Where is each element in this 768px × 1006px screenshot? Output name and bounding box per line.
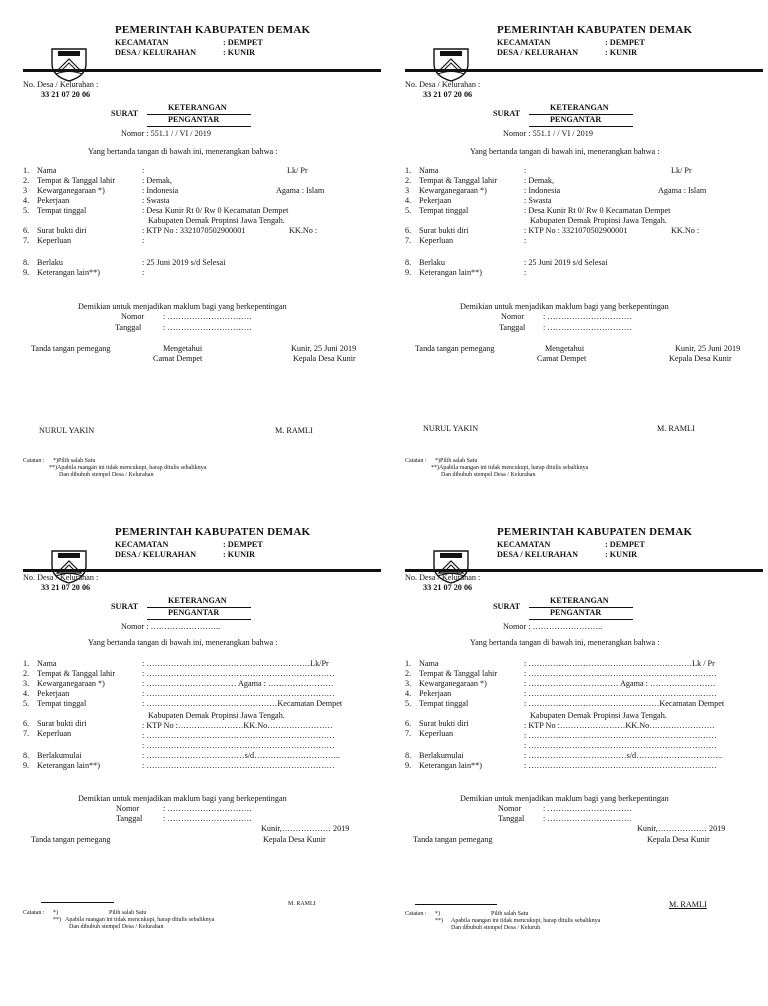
header-rule [405, 569, 763, 572]
header-rule [23, 69, 381, 72]
kades-name: M. RAMLI [275, 426, 313, 435]
form-top-left: PEMERINTAH KABUPATEN DEMAK KECAMATAN : DEMPET DESA / KELURAHAN : KUNIR No. Desa / Kelurahan : 33 21 07 20 06 SURAT KETERANGAN PENGANTAR Nomor : 551.1 / / VI / 2019 Yang bertanda tangan di bawah ini, menerangkan bahwa : 1. Nama 2. Tempat & Tanggal lahir 3 Kewarganegaraan *) 4. Pekerjaan 5. Tempat tinggal 6. Surat bukti diri 7. Keperluan 8. Berlaku 9. Keterangan lain**) : Lk/ Pr : Demak, : Indonesia Agama : Islam : Swasta : Desa Kunir Rt 0/ Rw 0 Kecamatan Dempet Kabupaten Demak Propinsi Jawa Tengah. : KTP No : 3321070502900001 KK.No : : : 25 Juni 2019 s/d Selesai : Demikian untuk menjadikan maklum bagi yang berkepentingan Nomor : …………………………. Tanggal : …………………………. Tanda tangan pemegang Mengetahui Camat Dempet Kunir, 25 Juni 2019 Kepala Desa Kunir NURUL YAKIN M. RAMLI Catatan : *)Pilih salah Satu **)Apabila ruangan ini tidak mencukupi, harap ditulis sebaliknya Dan dibubuh stempel Desa / Kelurahan [23, 18, 395, 498]
header-title: PEMERINTAH KABUPATEN DEMAK [115, 24, 311, 36]
demak-logo-icon [431, 44, 471, 82]
nomor-line: Nomor : 551.1 / / VI / 2019 [121, 129, 211, 138]
title-underline [147, 126, 251, 127]
no-desa-label: No. Desa / Kelurahan : [23, 80, 99, 89]
pengantar-label: PENGANTAR [168, 115, 220, 124]
holder-name: NURUL YAKIN [39, 426, 95, 435]
surat-label: SURAT [111, 109, 139, 118]
header-rule [23, 569, 381, 572]
signature-line [415, 904, 497, 905]
desa-value: : KUNIR [223, 48, 256, 57]
header-rule [405, 69, 763, 72]
ttd-pemegang: Tanda tangan pemegang [31, 344, 111, 353]
keterangan-label: KETERANGAN [168, 103, 227, 112]
form-bottom-right: PEMERINTAH KABUPATEN DEMAK KECAMATAN : DEMPET DESA / KELURAHAN : KUNIR No. Desa / Kelurahan : 33 21 07 20 06 SURAT KETERANGAN PENGANTAR Nomor : …………………….. Yang bertanda tangan di bawah ini, menerangkan bahwa : 1. Nama 2. Tempat & Tanggal lahir 3. Kewarganegaraan *) 4. Pekerjaan 5. Tempat tinggal 6. Surat bukti diri 7. Keperluan 8. Berlakumulai 9. Keterangan lain**) : ……………………………………………………Lk / Pr : …………………………………………………………… : …………………………… Agama : …………………… : …………………………………………………………… : …………………………………………Kecamatan Dempet Kabupaten Demak Propinsi Jawa Tengah. : KTP No :……………………KK.No…………………… : …………………………………………………………… : …………………………………………………………… : ………………………………s/d………………………….. : …………………………………………………………… Demikian untuk menjadikan maklum bagi yang berkepentingan Nomor : …………………………. Tanggal : …………………………. Kunir,……………… 2019 Tanda tangan pemegang Kepala Desa Kunir M. RAMLI Catatan : *) Pilih salah Satu **) Apabila ruangan ini tidak mencukupi, harap ditulis sebaliknya Dan dibubuh stempel Desa / Keluruh [405, 520, 768, 1000]
kecamatan-label: KECAMATAN [115, 38, 169, 47]
kecamatan-value: : DEMPET [223, 38, 263, 47]
signature-line [41, 902, 114, 903]
no-desa-value: 33 21 07 20 06 [41, 90, 91, 99]
demak-logo-icon [49, 44, 89, 82]
intro-text: Yang bertanda tangan di bawah ini, menerangkan bahwa : [88, 147, 278, 156]
desa-label: DESA / KELURAHAN [115, 48, 196, 57]
form-top-right: PEMERINTAH KABUPATEN DEMAK KECAMATAN : DEMPET DESA / KELURAHAN : KUNIR No. Desa / Kelurahan : 33 21 07 20 06 SURAT KETERANGAN PENGANTAR Nomor : 551.1 / / VI / 2019 Yang bertanda tangan di bawah ini, menerangkan bahwa : 1. Nama 2. Tempat & Tanggal lahir 3 Kewarganegaraan *) 4. Pekerjaan 5. Tempat tinggal 6. Surat bukti diri 7. Keperluan 8. Berlaku 9. Keterangan lain**) : Lk/ Pr : Demak, : Indonesia Agama : Islam : Swasta : Desa Kunir Rt 0/ Rw 0 Kecamatan Dempet Kabupaten Demak Propinsi Jawa Tengah. : KTP No : 3321070502900001 KK.No : : : 25 Juni 2019 s/d Selesai : Demikian untuk menjadikan maklum bagi yang berkepentingan Nomor : …………………………. Tanggal : …………………………. Tanda tangan pemegang Mengetahui Camat Dempet Kunir, 25 Juni 2019 Kepala Desa Kunir NURUL YAKIN M. RAMLI Catatan : *)Pilih salah Satu **)Apabila ruangan ini tidak mencukupi, harap ditulis sebaliknya Dan dibubuh stempel Desa / Kelurahan [405, 18, 768, 498]
form-bottom-left: PEMERINTAH KABUPATEN DEMAK KECAMATAN : DEMPET DESA / KELURAHAN : KUNIR No. Desa / Kelurahan : 33 21 07 20 06 SURAT KETERANGAN PENGANTAR Nomor : …………………….. Yang bertanda tangan di bawah ini, menerangkan bahwa : 1. Nama 2. Tempat & Tanggal lahir 3. Kewarganegaraan *) 4. Pekerjaan 5. Tempat tinggal 6. Surat bukti diri 7. Keperluan 8. Berlakumulai 9. Keterangan lain**) : ……………………………………………………Lk/Pr : …………………………………………………………… : …………………………… Agama : …………………… : …………………………………………………………… : …………………………………………Kecamatan Dempet Kabupaten Demak Propinsi Jawa Tengah. : KTP No :……………………KK.No…………………… : …………………………………………………………… : …………………………………………………………… : ………………………………s/d………………………….. : …………………………………………………………… Demikian untuk menjadikan maklum bagi yang berkepentingan Nomor : …………………………. Tanggal : …………………………. Kunir,……………… 2019 Tanda tangan pemegang Kepala Desa Kunir M. RAMLI Catatan : *) Pilih salah Satu **) Apabila ruangan ini tidak mencukupi, harap ditulis sebaliknya Dan dibubuh stempel Desa / Kelurahan [23, 520, 395, 1000]
demikian-text: Demikian untuk menjadikan maklum bagi yang berkepentingan [78, 302, 287, 311]
